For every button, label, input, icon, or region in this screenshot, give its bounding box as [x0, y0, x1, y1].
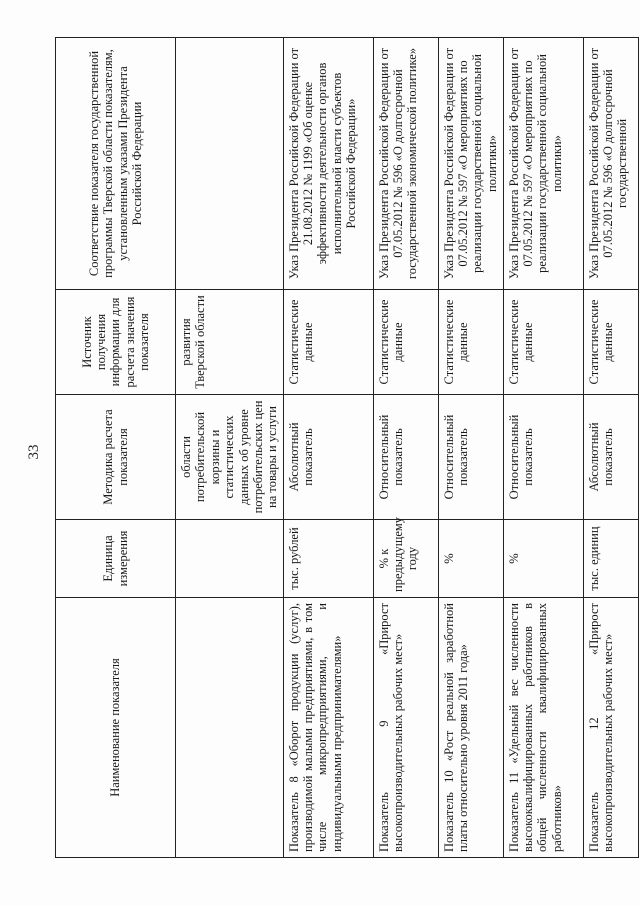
cell-source: Статистические данные — [438, 290, 503, 395]
cell-method: Относительный показатель — [373, 395, 438, 520]
cell-unit: % к предыдущему году — [373, 520, 438, 598]
rotated-table-wrapper — [55, 38, 630, 858]
cell-name — [176, 598, 284, 858]
header-unit: Единица измерения — [56, 520, 176, 598]
cell-decree: Указ Президента Российской Федерации от 07.05.2012 № 597 «О мероприятиях по реализации государственной социальной политики» — [438, 38, 503, 290]
cell-method: Абсолютный показатель — [283, 395, 373, 520]
cell-name: Показатель 11 «Удельный вес численности высококвалифицированных работников в общей численности квалифицированных работников» — [503, 598, 583, 858]
cell-unit: тыс. рублей — [283, 520, 373, 598]
table-row-continuation — [176, 38, 284, 858]
cell-decree: Указ Президента Российской Федерации от 07.05.2012 № 596 «О долгосрочной государственной экономической политике» — [373, 38, 438, 290]
cell-name: Показатель 12 «Прирост высокопроизводительных рабочих мест» — [583, 598, 638, 858]
page-number: 33 — [26, 444, 42, 460]
table-row — [503, 38, 583, 858]
cell-decree: Указ Президента Российской Федерации от 07.05.2012 № 596 «О долгосрочной государственной — [583, 38, 638, 290]
table-header-row — [56, 38, 176, 858]
cell-source: Статистические данные — [283, 290, 373, 395]
table-row — [438, 38, 503, 858]
cell-method: Относительный показатель — [503, 395, 583, 520]
cell-decree — [176, 38, 284, 290]
cell-name: Показатель 10 «Рост реальной заработной платы относительно уровня 2011 года» — [438, 598, 503, 858]
cell-source: Статистические данные — [503, 290, 583, 395]
table-row — [283, 38, 373, 858]
header-source: Источник получения информации для расчета значения показателя — [56, 290, 176, 395]
header-decree: Соответствие показателя государственной программы Тверской области показателям, установленным указами Президента Российской Федерации — [56, 38, 176, 290]
indicators-table — [55, 37, 639, 858]
table-row — [583, 38, 638, 858]
cell-method: Относительный показатель — [438, 395, 503, 520]
header-name: Наименование показателя — [56, 598, 176, 858]
cell-name: Показатель 8 «Оборот продукции (услуг), производимой малыми предприятиями, в том числе микропредприятиями, и индивидуальными предпринимателями» — [283, 598, 373, 858]
header-method: Методика расчета показателя — [56, 395, 176, 520]
cell-method: Абсолютный показатель — [583, 395, 638, 520]
cell-source: развития Тверской области — [176, 290, 284, 395]
cell-unit: % — [438, 520, 503, 598]
cell-unit — [176, 520, 284, 598]
cell-name: Показатель 9 «Прирост высокопроизводительных рабочих мест» — [373, 598, 438, 858]
cell-source: Статистические данные — [583, 290, 638, 395]
cell-method: области потребительской корзины и статистических данных об уровне потребительских цен на товары и услуги — [176, 395, 284, 520]
cell-unit: тыс. единиц — [583, 520, 638, 598]
cell-decree: Указ Президента Российской Федерации от 21.08.2012 № 1199 «Об оценке эффективности деятельности органов исполнительной власти субъектов Российской Федерации» — [283, 38, 373, 290]
cell-source: Статистические данные — [373, 290, 438, 395]
cell-decree: Указ Президента Российской Федерации от 07.05.2012 № 597 «О мероприятиях по реализации государственной социальной политики» — [503, 38, 583, 290]
table-row — [373, 38, 438, 858]
cell-unit: % — [503, 520, 583, 598]
